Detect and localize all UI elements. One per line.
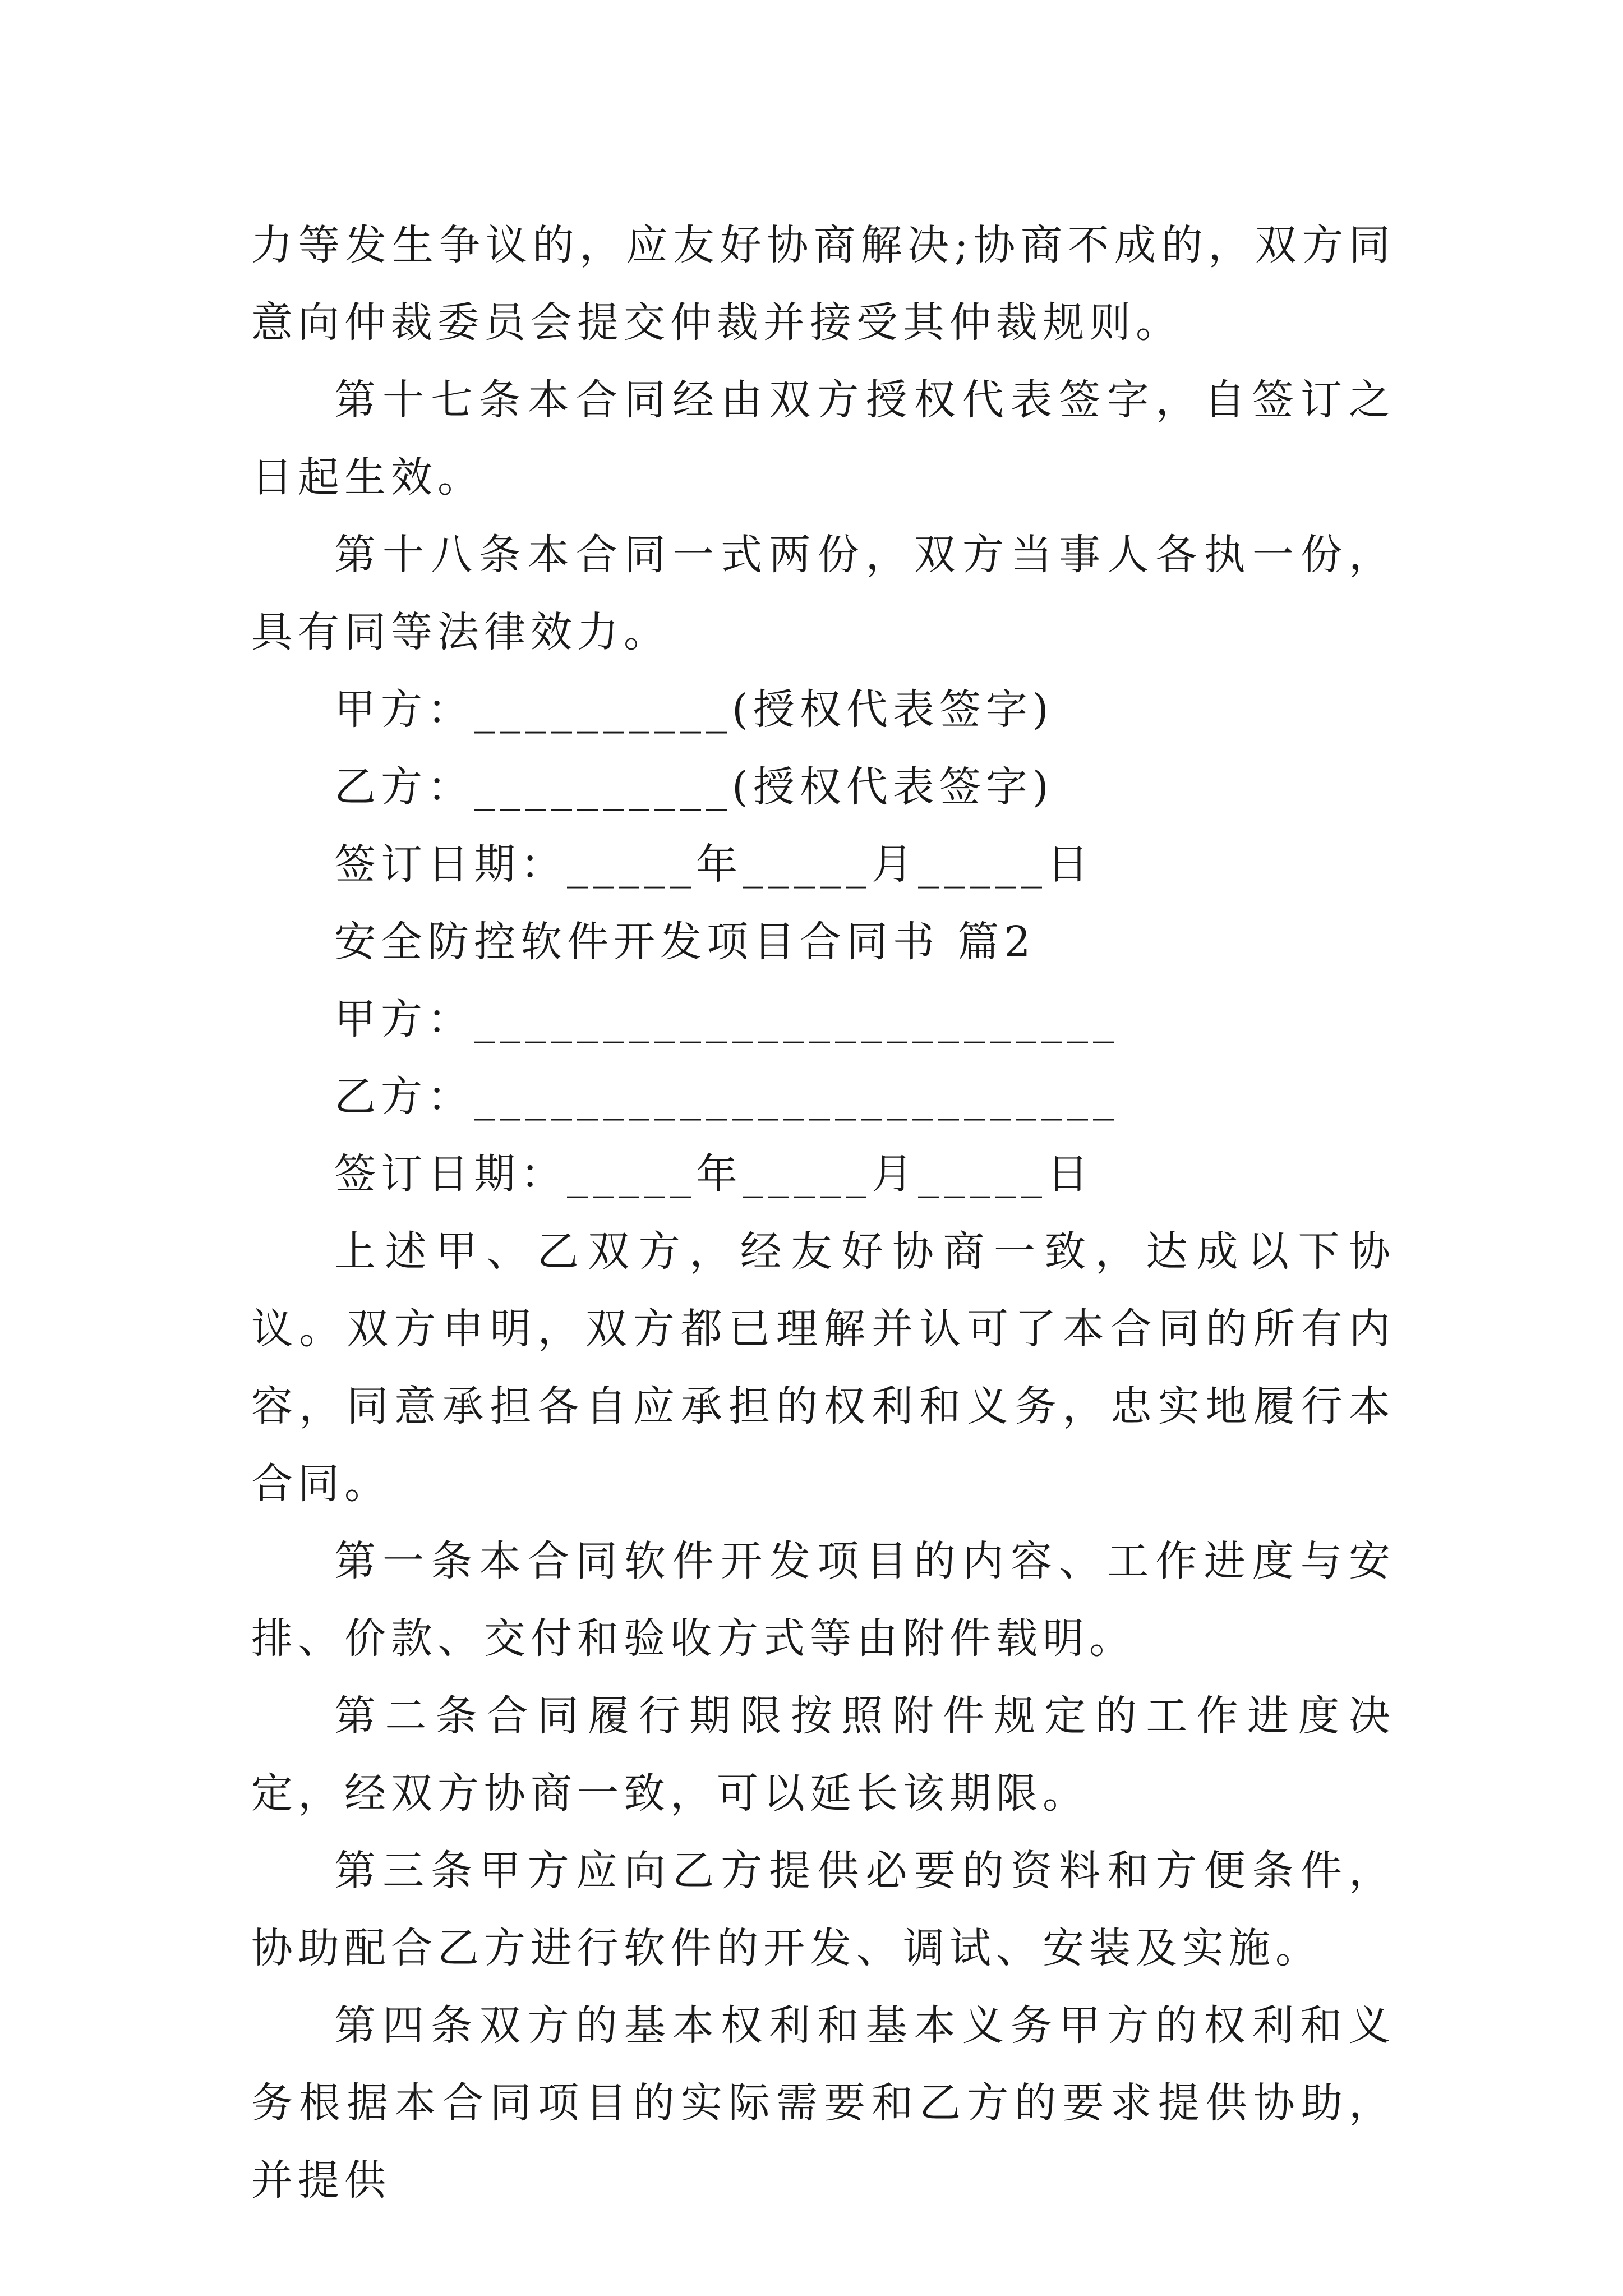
party-b-line: 乙方：_________________________	[334, 1073, 1119, 1121]
signature-date: 签订日期：_____年_____月_____日	[334, 840, 1094, 889]
document-body	[251, 206, 1395, 2219]
signature-party-b: 乙方：__________(授权代表签字)	[334, 763, 1054, 811]
party-a-line: 甲方：_________________________	[334, 995, 1119, 1043]
paragraph-preamble: 上述甲、乙双方，经友好协商一致，达成以下协议。双方申明，双方都已理解并认可了本合同的所有内容，同意承担各自应承担的权利和义务，忠实地履行本合同。	[251, 1227, 1395, 1508]
paragraph-article-3: 第三条甲方应向乙方提供必要的资料和方便条件，协助配合乙方进行软件的开发、调试、安装及实施。	[251, 1847, 1395, 1972]
paragraph-article-17: 第十七条本合同经由双方授权代表签字，自签订之日起生效。	[251, 376, 1395, 501]
signature-party-a: 甲方：__________(授权代表签字)	[334, 685, 1054, 734]
section-title: 安全防控软件开发项目合同书 篇2	[334, 918, 1036, 966]
paragraph-dispute-resolution: 力等发生争议的，应友好协商解决;协商不成的，双方同意向仲裁委员会提交仲裁并接受其仲裁规则。	[251, 221, 1395, 347]
sign-date-line: 签订日期：_____年_____月_____日	[334, 1150, 1094, 1198]
paragraph-article-4: 第四条双方的基本权利和基本义务甲方的权利和义务根据本合同项目的实际需要和乙方的要求提供协助，并提供	[251, 2001, 1395, 2205]
paragraph-article-2: 第二条合同履行期限按照附件规定的工作进度决定，经双方协商一致，可以延长该期限。	[251, 1692, 1395, 1818]
paragraph-article-18: 第十八条本合同一式两份，双方当事人各执一份，具有同等法律效力。	[251, 531, 1395, 656]
paragraph-article-1: 第一条本合同软件开发项目的内容、工作进度与安排、价款、交付和验收方式等由附件载明。	[251, 1537, 1395, 1663]
